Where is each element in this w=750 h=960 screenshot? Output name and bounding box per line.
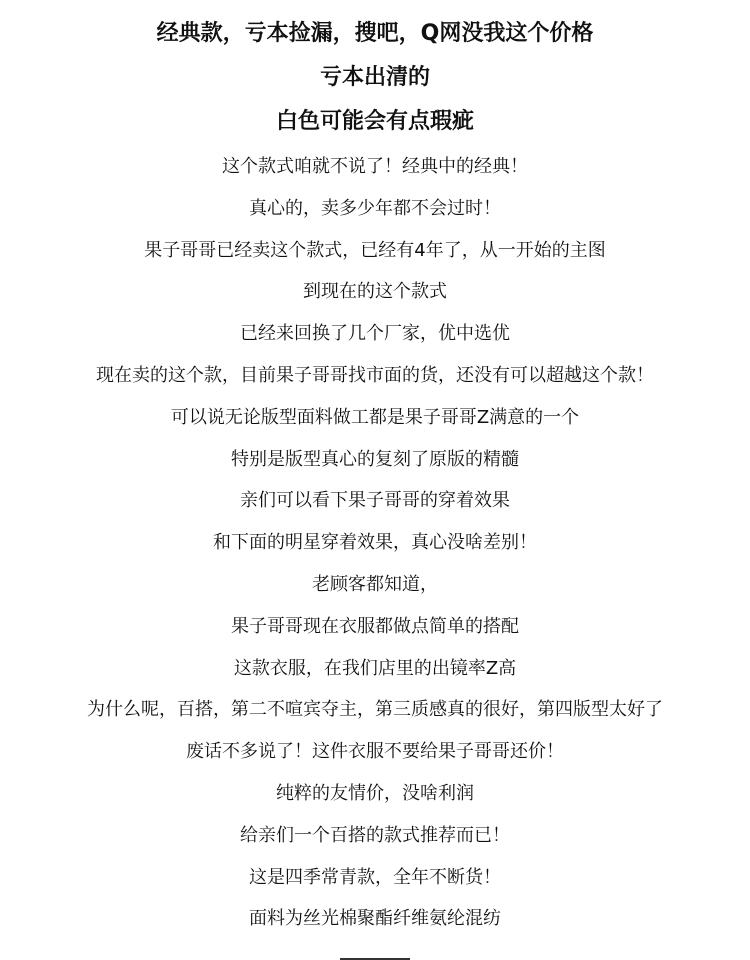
body-line: 给亲们一个百搭的款式推荐而已！ bbox=[240, 824, 510, 846]
body-line: 废话不多说了！这件衣服不要给果子哥哥还价！ bbox=[186, 741, 564, 763]
body-line: 真心的，卖多少年都不会过时！ bbox=[249, 197, 501, 219]
body-line: 面料为丝光棉聚酯纤维氨纶混纺 bbox=[249, 908, 501, 930]
headline: 白色可能会有点瑕疵 bbox=[275, 109, 474, 134]
body-line: 到现在的这个款式 bbox=[303, 281, 447, 303]
truncated-next-line bbox=[0, 940, 750, 960]
body-line: 现在卖的这个款，目前果子哥哥找市面的货，还没有可以超越这个款！ bbox=[96, 364, 654, 386]
body-line: 亲们可以看下果子哥哥的穿着效果 bbox=[240, 490, 510, 512]
body-line: 可以说无论版型面料做工都是果子哥哥Z满意的一个 bbox=[170, 406, 580, 428]
body-line: 老顾客都知道， bbox=[312, 573, 438, 595]
body-line: 为什么呢，百搭，第二不喧宾夺主，第三质感真的很好，第四版型太好了 bbox=[87, 699, 663, 721]
body-line: 和下面的明星穿着效果，真心没啥差别！ bbox=[213, 532, 537, 554]
headline: 亏本出清的 bbox=[319, 65, 430, 90]
body-line: 果子哥哥已经卖这个款式，已经有4年了，从一开始的主图 bbox=[144, 239, 606, 261]
body-line: 果子哥哥现在衣服都做点简单的搭配 bbox=[231, 615, 519, 637]
product-description bbox=[0, 14, 750, 960]
body-line: 这个款式咱就不说了！经典中的经典！ bbox=[222, 156, 528, 177]
body-line: 这是四季常青款，全年不断货！ bbox=[249, 866, 501, 888]
body-line: 已经来回换了几个厂家，优中选优 bbox=[240, 323, 510, 345]
headline: 经典款，亏本捡漏，搜吧，Q网没我这个价格 bbox=[156, 21, 594, 46]
body-line: 这款衣服，在我们店里的出镜率Z高 bbox=[233, 657, 517, 679]
body-line: 纯粹的友情价，没啥利润 bbox=[276, 782, 474, 804]
body-line: 特别是版型真心的复刻了原版的精髓 bbox=[231, 448, 519, 470]
